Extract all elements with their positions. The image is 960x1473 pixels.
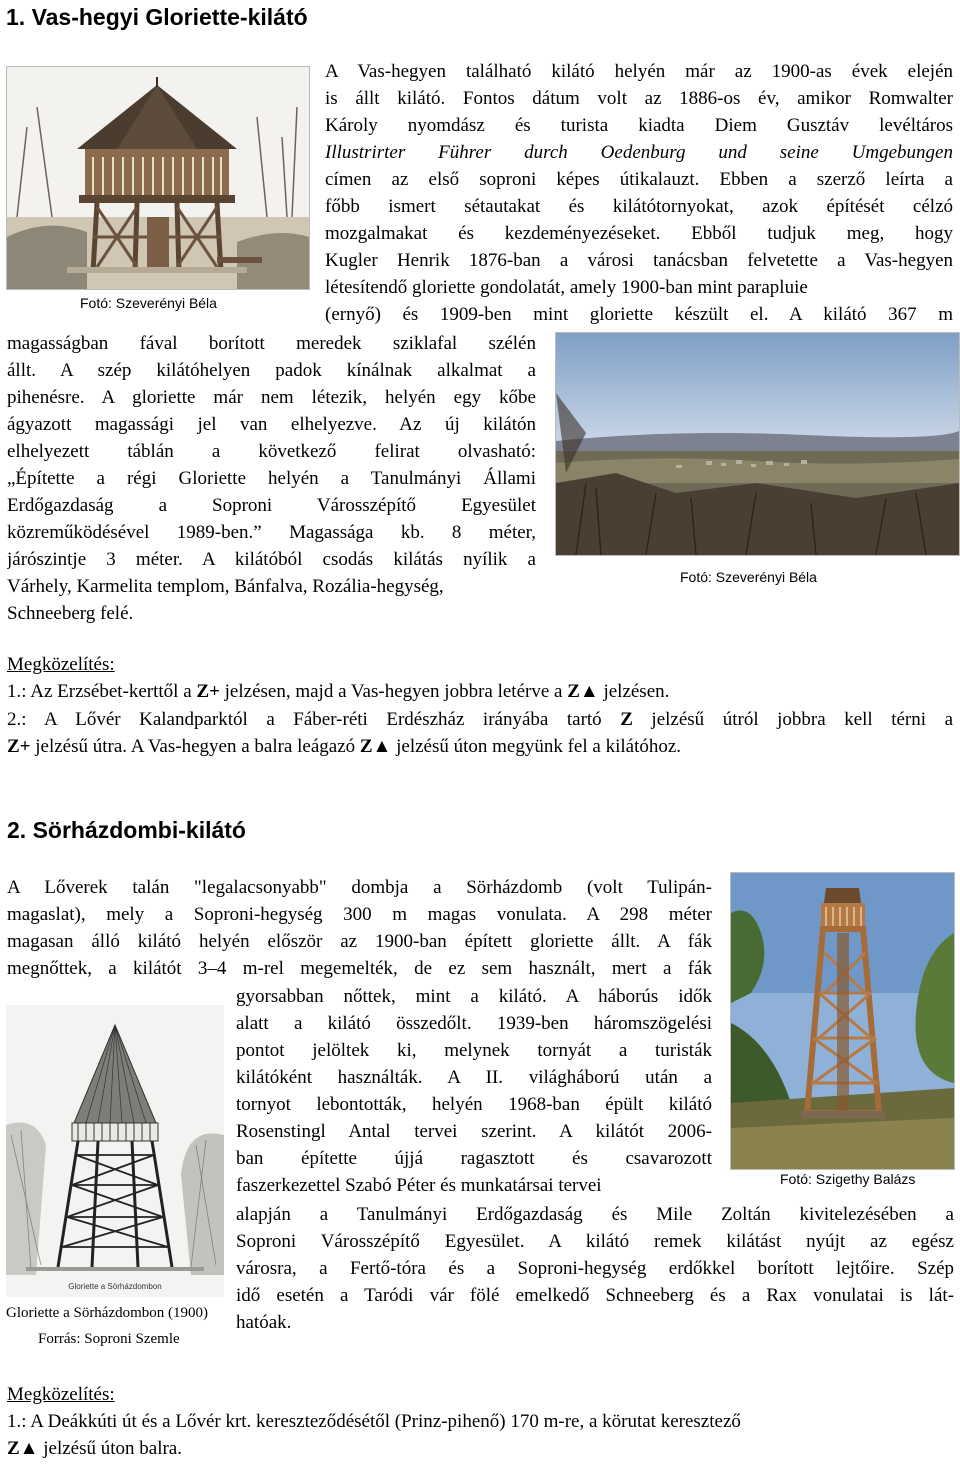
intro-line: főbb ismert sétautakat és kilátótornyokat, azok építését célzó xyxy=(325,196,953,217)
section-2-body xyxy=(236,983,712,1199)
section-1-intro xyxy=(325,58,953,328)
trail-mark: Z+ xyxy=(7,736,31,757)
body-line: közreműködésével 1989-ben.” Magassága kb. 8 méter, xyxy=(7,522,536,543)
body-line: járószintje 3 méter. A kilátóból csodás kilátás nyílik a xyxy=(7,549,536,570)
gloriette-photo-caption: Fotó: Szeverényi Béla xyxy=(80,295,217,311)
intro-line: magasan álló kilátó helyén először az 1900-ban épített gloriette állt. A fák xyxy=(7,931,712,952)
trail-mark: Z▲ xyxy=(359,736,392,757)
body-line: faszerkezettel Szabó Péter és munkatársai tervei xyxy=(236,1175,602,1196)
intro-line: A Lőverek talán "legalacsonyabb" dombja a Sörházdomb (volt Tulipán- xyxy=(7,877,712,898)
approach-heading-1: Megközelítés: xyxy=(7,654,115,675)
sorhazdomb-tower-photo xyxy=(730,872,955,1170)
body-line: elhelyezett táblán a következő felirat olvasható: xyxy=(7,441,536,462)
intro-line: címen az első soproni képes útikalauzt. Ebben a szerző leírta a xyxy=(325,169,953,190)
route-1-1: 1.: Az Erzsébet-kerttől a Z+ jelzésen, majd a Vas-hegyen jobbra letérve a Z▲ jelzésen. xyxy=(7,681,670,702)
approach-heading-2: Megközelítés: xyxy=(7,1384,115,1405)
intro-line: is állt kilátó. Fontos dátum volt az 1886-os év, amikor Romwalter xyxy=(325,88,953,109)
intro-line: Kugler Henrik 1876-ban a városi tanácsban felvetette a Vas-hegyen xyxy=(325,250,953,271)
drawing-caption: Gloriette a Sörházdombon (1900) xyxy=(6,1305,209,1321)
section-1-title: 1. Vas-hegyi Gloriette-kilátó xyxy=(6,4,308,30)
route-2-1-line2: Z▲ jelzésű úton balra. xyxy=(7,1438,182,1459)
body-line: Schneeberg felé. xyxy=(7,603,134,624)
route-1-2-line2: Z+ jelzésű útra. A Vas-hegyen a balra leágazó Z▲ jelzésű úton megyünk fel a kilátóhoz. xyxy=(7,736,682,757)
body-line: ban építette újjá ragasztott és csavarozott xyxy=(236,1148,712,1169)
panorama-photo-caption: Fotó: Szeverényi Béla xyxy=(680,569,817,585)
body-line: városra, a Fertő-tóra és a Soproni-hegység erdőkkel borított lejtőire. Szép xyxy=(236,1258,954,1279)
book-title: Illustrirter Führer durch Oedenburg und seine Umgebungen xyxy=(325,142,953,163)
body-line: Erdőgazdaság a Soproni Városszépítő Egyesület xyxy=(7,495,536,516)
body-line: gyorsabban nőttek, mint a kilátó. A háborús idők xyxy=(236,986,712,1007)
body-line: magasságban fával borított meredek sziklafal szélén xyxy=(7,333,536,354)
body-line: Várhely, Karmelita templom, Bánfalva, Rozália-hegység, xyxy=(7,576,444,597)
drawing-source: Forrás: Soproni Szemle xyxy=(38,1331,180,1347)
gloriette-photo xyxy=(6,66,310,290)
section-2-body-cont xyxy=(236,1201,954,1336)
intro-line: létesítendő gloriette gondolatát, amely 1900-ban mint parapluie xyxy=(325,277,808,298)
route-2-1-line1: 1.: A Deákkúti út és a Lővér krt. kereszteződésétől (Prinz-pihenő) 170 m-re, a körutat keresztező xyxy=(7,1411,741,1432)
route-1-2-line1: 2.: A Lővér Kalandparktól a Fáber-réti Erdészház irányába tartó Z jelzésű útról jobbra kell térni a xyxy=(7,709,953,730)
intro-line: (ernyő) és 1909-ben mint gloriette készült el. A kilátó 367 m xyxy=(325,304,953,325)
body-line: alatt a kilátó összedőlt. 1939-ben háromszögelési xyxy=(236,1013,712,1034)
body-line: kilátóként használták. A II. világháború után a xyxy=(236,1067,712,1088)
trail-mark: Z xyxy=(620,709,633,730)
sorhazdomb-photo-caption: Fotó: Szigethy Balázs xyxy=(780,1171,916,1187)
old-gloriette-drawing xyxy=(6,1005,224,1297)
intro-line: mozgalmakat és kezdeményezéseket. Ebből tudjuk meg, hogy xyxy=(325,223,953,244)
body-line: tornyot lebontották, helyén 1968-ban épült kilátó xyxy=(236,1094,712,1115)
intro-line: A Vas-hegyen található kilátó helyén már az 1900-as évek elején xyxy=(325,61,953,82)
drawing-inscription: Gloriette a Sörházdombon xyxy=(68,1282,162,1291)
intro-line: megnőttek, a kilátót 3–4 m-rel megemelték, de ez sem használt, mert a fák xyxy=(7,958,712,979)
body-line: pihenésre. A gloriette már nem létezik, helyén egy kőbe xyxy=(7,387,536,408)
body-line: idő esetén a Taródi vár fölé emelkedő Schneeberg és a Rax vonulatai is lát- xyxy=(236,1285,954,1306)
section-1-body xyxy=(7,330,536,627)
intro-line: Károly nyomdász és turista kiadta Diem Gusztáv levéltáros xyxy=(325,115,953,136)
section-2-intro xyxy=(7,874,712,982)
panorama-photo xyxy=(555,332,960,556)
trail-mark: Z+ xyxy=(196,681,220,702)
body-line: „Építette a régi Gloriette helyén a Tanulmányi Állami xyxy=(7,468,536,489)
body-line: alapján a Tanulmányi Erdőgazdaság és Mile Zoltán kivitelezésében a xyxy=(236,1204,954,1225)
body-line: pontot jelöltek ki, melynek tornyát a turisták xyxy=(236,1040,712,1061)
body-line: állt. A szép kilátóhelyen padok kínálnak alkalmat a xyxy=(7,360,536,381)
section-2-title: 2. Sörházdombi-kilátó xyxy=(7,817,246,843)
intro-line: magaslat), mely a Soproni-hegység 300 m magas vonulata. A 298 méter xyxy=(7,904,712,925)
body-line: hatóak. xyxy=(236,1312,292,1333)
body-line: ágyazott magassági jel van elhelyezve. Az új kilátón xyxy=(7,414,536,435)
trail-mark: Z▲ xyxy=(7,1438,39,1459)
trail-mark: Z▲ xyxy=(567,681,599,702)
body-line: Soproni Városszépítő Egyesület. A kilátó remek kilátást nyújt az egész xyxy=(236,1231,954,1252)
body-line: Rosenstingl Antal tervei szerint. A kilátót 2006- xyxy=(236,1121,712,1142)
